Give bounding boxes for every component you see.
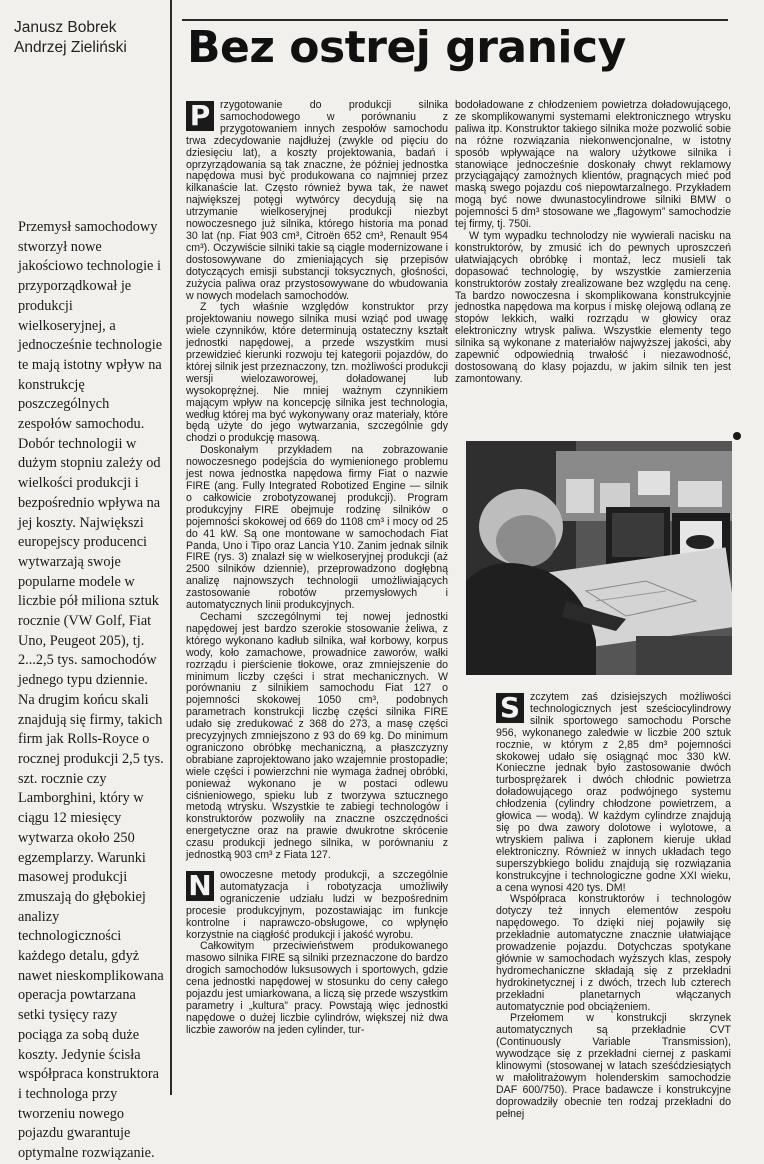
paragraph-text: rzygotowanie do produkcji silnika samochodowego w porównaniu z przygotowaniem innych zespołów samochodu trwa zdecydowanie najdłużej (zwykle od pięciu do dziesięciu lat), a koszty projektowania, badań i oprzyrządowania są tak znaczne, że później jednostka napędowa musi być produkowana co najmniej przez kilkanaście lat. Często również bywa tak, że nawet największej potęgi wytwórcy decydują się na utrzymanie wielkoseryjnej produkcji niezbyt nowoczesnego już silnika, którego historia ma ponad 30 lat (np. Fiat 903 cm³, Citroën 652 cm³, Renault 954 cm³). Oczywiście silniki takie są ciągle modernizowane i dostosowywane do zmieniających się przepisów dotyczących emisji substancji toksycznych, głośności, zużycia paliwa oraz przystosowywane do wbudowania w nowych modelach samochodów. xyxy=(186,99,448,302)
body-paragraph: Współpraca konstruktorów i technologów dotyczy też innych elementów zespołu napędowego. To dzięki niej pojawiły się przekładnie automatyczne znacznie ułatwiające prowadzenie pojazdu. Dotychczas spotykane głównie w samochodach wyższych klas, zespoły hydromechaniczne składają się z przekładni hydrokinetycznej i z dwóch, trzech lub czterech przekładni planetarnych włączanych automatycznie pod obciążeniem. xyxy=(496,893,731,1013)
body-paragraph: Przełomem w konstrukcji skrzynek automatycznych są przekładnie CVT (Continuously Variable Transmission), wywodzące się z przekładni ciernej z paskami klinowymi (stosowanej w latach sześćdziesiątych w małolitrażowym holenderskim samochodzie DAF 600/750). Prace badawcze i konstrukcyjne doprowadziły obecnie ten rodzaj przekładni do pełnej xyxy=(496,1012,731,1120)
body-paragraph xyxy=(186,100,448,302)
photo-engineer-at-cad-workstation xyxy=(466,441,732,675)
paragraph-text: owoczesne metody produkcji, a szczególnie automatyzacja i robotyzacja umożliwiły ograniczenie udziału ludzi w bezpośrednim procesie produkcyjnym, pozostawiając im funkcje kontrolne i naprawczo-obsługowe, co wpłynęło korzystnie na ciągłość produkcji i jakość wyrobu. xyxy=(186,869,448,941)
body-paragraph: Całkowitym przeciwieństwem produkowanego masowo silnika FIRE są silniki przeznaczone do bardzo drogich samochodów luksusowych i sportowych, gdzie cena jednostki napędowej w stosunku do ceny całego pojazdu jest umiarkowana, a liczą się przede wszystkim parametry i „kultura” pracy. Powstają więc jednostki napędowe o dużej liczbie cylindrów, większej niż dwa liczbie zaworów na jeden cylinder, tur- xyxy=(186,940,448,1036)
body-paragraph: Cechami szczególnymi tej nowej jednostki napędowej jest bardzo szerokie stosowanie żeliwa, z którego wykonano kadłub silnika, wał korbowy, korpus wody, koło zamachowe, prowadnice zaworów, wałki rozrządu i pierścienie tłokowe, oraz zmniejszenie do minimum liczby części i strat mechanicznych. W porównaniu z silnikiem samochodu Fiat 127 o pojemności skokowej 1050 cm³, podobnych parametrach konstrukcji liczbę części silnika FIRE udało się zredukować z 368 do 273, a masę części precyzyjnych zmniejszono z 93 do 69 kg. Do minimum ograniczono obróbkę mechaniczną, a płaszczyzny obrabiane zaprojektowano jako wzajemnie prostopadłe; wiele części i powierzchni nie wymaga żadnej obróbki, ponieważ wykonano je w postaci odlewu ciśnieniowego, spieku lub z tworzywa sztucznego metodą wtrysku. Wszystkie te zabiegi technologów i konstruktorów pozwoliły na znaczne oszczędności energetyczne oraz na prawie dwukrotne skrócenie czasu produkcji jednego silnika, w porównaniu z jednostką 903 cm³ z Fiata 127. xyxy=(186,610,448,862)
body-paragraph: W tym wypadku technolodzy nie wywierali nacisku na konstruktorów, by zmusić ich do pewnych uproszczeń ułatwiających obróbkę i montaż, lecz musieli tak dopasować technologię, by wszystkie zamierzenia konstruktorów zostały zrealizowane bez względu na cenę. Ta bardzo nowoczesna i skomplikowana konstrukcyjnie jednostka napędowa ma korpus i miskę olejową odlaną ze stopów lekkich, wałki rozrządu w głowicy oraz elektroniczny wtrysk paliwa. Wszystkie elementy tego silnika są wykonane z materiałów najwyższej jakości, aby zapewnić odpowiednią trwałość i niezawodność, dostosowaną do klasy pojazdu, w jakim silnik ten jest zamontowany. xyxy=(455,229,731,385)
figure-marker-icon xyxy=(733,432,741,440)
body-paragraph xyxy=(496,692,731,894)
body-paragraph: Doskonałym przykładem na zobrazowanie nowoczesnego podejścia do wymienionego problemu jest nowa jednostka napędowa firmy Fiat o nazwie FIRE (ang. Fully Integrated Robotized Engine — silnik o całkowicie zrobotyzowanej produkcji). Program produkcyjny FIRE obejmuje rodzinę silników o pojemności skokowej od 669 do 1108 cm³ i mocy od 25 do 41 kW. Są one montowane w samochodach Fiat Panda, Uno i Tipo oraz Lancia Y10. Zanim jednak silnik FIRE (rys. 3) znalazł się w wielkoseryjnej produkcji (aż 2500 silników dziennie), przeprowadzono dogłębną analizę najnowszych technologii umożliwiających zastosowanie robotów przemysłowych i automatycznych linii produkcyjnych. xyxy=(186,444,448,612)
lead-paragraph xyxy=(18,218,164,1164)
drop-cap: P xyxy=(186,101,214,131)
body-column-2-top xyxy=(455,100,731,386)
drop-cap: N xyxy=(186,871,214,901)
body-column-1 xyxy=(186,100,448,1037)
body-column-2-bottom xyxy=(496,692,731,1121)
lead-text: Przemysł samochodowy stworzył nowe jakościowo technologie i przyporządkował je produkcji wielkoseryjnej, a jednocześnie technologie te mają istotny wpływ na konstrukcję poszczególnych zespołów samochodu. Dobór technologii w dużym stopniu zależy od wielkości produkcji i bezpośrednio wpływa na jej koszty. Największi europejscy producenci wytwarzają swoje popularne modele w liczbie pół miliona sztuk rocznie (VW Golf, Fiat Uno, Peugeot 205), tj. 2...2,5 tys. samochodów jednego typu dziennie. Na drugim końcu skali znajdują się firmy, takich firm jak Rolls-Royce o rocznej produkcji 2,5 tys. szt. rocznie czy Lamborghini, który w ciągu 12 miesięcy wytwarza około 250 egzemplarzy. Warunki masowej produkcji zmuszają do głębokiej analizy technologiczności każdego detalu, gdyż nawet nieskomplikowana operacja powtarzana setki tysięcy razy pociąga za sobą duże koszty. Jedynie ścisła współpraca konstruktora i technologa przy tworzeniu nowego pojazdu gwarantuje optymalne rozwiązanie. xyxy=(18,219,164,1162)
photo-cad-workstation-icon xyxy=(466,441,732,675)
body-paragraph: Z tych właśnie względów konstruktor przy projektowaniu nowego silnika musi wziąć pod uwagę wiele czynników, które determinują ostateczny kształt jednostki napędowej, a przede wszystkim musi przewidzieć kierunki rozwoju tej kategorii pojazdów, do której silnik jest przeznaczony, tzn. możliwości produkcji wersji wielozaworowej, doładowanej lub wysokoprężnej. Nie mniej ważnym czynnikiem mającym wpływ na koncepcję silnika jest technologia, według której ma być wykonywany oraz materiały, które będą użyte do jego wytwarzania, szczególnie gdy chodzi o produkcję masową. xyxy=(186,301,448,445)
article-title: Bez ostrej granicy xyxy=(187,22,626,73)
body-paragraph: bodoładowane z chłodzeniem powietrza doładowującego, ze skomplikowanymi systemami elektronicznego wtrysku paliwa itp. Konstruktor takiego silnika może pozwolić sobie na różne rozwiązania niekonwencjonalne, w istotny sposób wpływające na walory użytkowe silnika i stanowiące jednocześnie doskonały chwyt reklamowy przyciągający zamożnych klientów, pragnących mieć pod maską swego pojazdu coś niepowtarzalnego. Przykładem mogą być nowe dwunastocylindrowe silniki BMW o pojemności 5 dm³ stosowane we „flagowym” samochodzie tej firmy, tj. 750i. xyxy=(455,99,731,231)
body-paragraph xyxy=(186,870,448,941)
column-divider xyxy=(170,0,172,1095)
author-name: Janusz Bobrek xyxy=(14,19,117,36)
author-byline xyxy=(14,18,164,58)
author-name: Andrzej Zieliński xyxy=(14,39,127,56)
paragraph-text: zczytem zaś dzisiejszych możliwości technologicznych jest sześciocylindrowy silnik sportowego samochodu Porsche 956, wykonanego zaledwie w liczbie 200 sztuk rocznie, w którym z 2,85 dm³ pojemności skokowej udało się osiągnąć moc 330 kW. Konieczne jednak było zastosowanie dwóch turbosprężarek i dwóch chłodnic powietrza doładowującego oraz podwójnego systemu chłodzenia (cylindry chłodzone powietrzem, a głowica — wodą). W każdym cylindrze znajdują się po dwa zawory dolotowe i wylotowe, a wtryskiem paliwa i zapłonem kieruje układ elektroniczny. Również w innych układach tego superszybkiego bolidu znajdują się rozwiązania konstrukcyjne i technologiczne godne XXI wieku, a cena wynosi 420 tys. DM! xyxy=(496,691,731,894)
drop-cap: S xyxy=(496,693,524,723)
